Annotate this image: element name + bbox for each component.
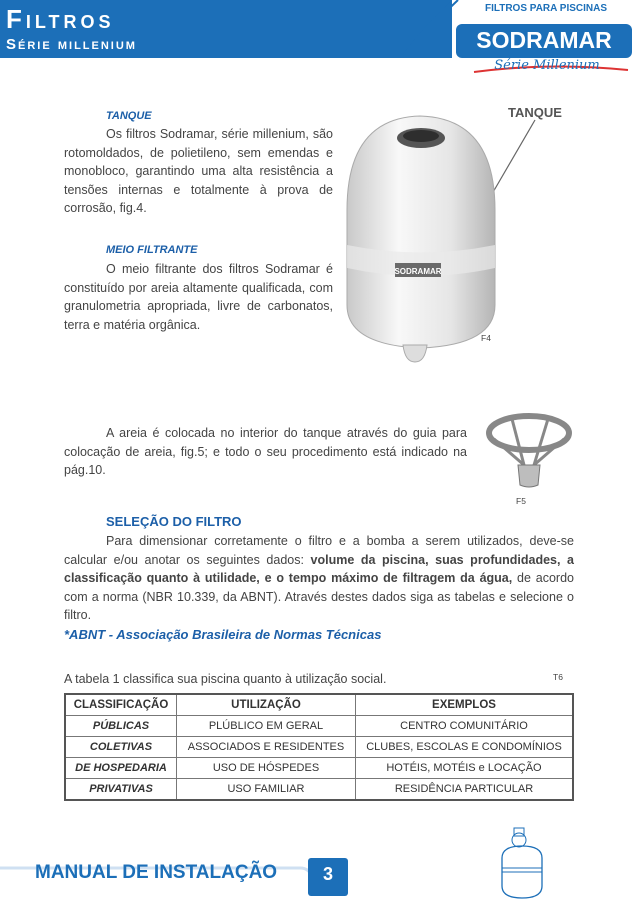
selecao-text-bold: volume da piscina, suas profundidades, a classificação quanto à utilidade, e o tempo máximo de filtragem da água, (64, 552, 574, 586)
abnt-note: *ABNT - Associação Brasileira de Normas Técnicas (64, 627, 382, 642)
table-t6-label: T6 (553, 672, 563, 682)
selecao-text-2: de acordo com a norma (NBR 10.339, da ABNT). Através destes dados siga as tabelas e selecione o filtro. (64, 571, 574, 623)
table-cell: CLUBES, ESCOLAS E CONDOMÍNIOS (356, 737, 574, 758)
table-header: EXEMPLOS (356, 694, 574, 716)
table-row (65, 758, 573, 779)
table-header-row (65, 694, 573, 716)
classification-table (64, 693, 574, 801)
tanque-heading: TANQUE (106, 110, 152, 122)
table-cell: PLÚBLICO EM GERAL (177, 716, 356, 737)
table-row (65, 779, 573, 801)
tanque-text: Os filtros Sodramar, série millenium, são rotomoldados, de polietileno, sem emendas e monobloco, garantindo uma alta resistência a tensões internas e totalmente à prova de corrosão, fig.4. (64, 127, 333, 216)
header-subtitle: Série millenium (6, 36, 137, 53)
selecao-paragraph (64, 532, 574, 625)
figure-f5-label: F5 (516, 496, 526, 506)
table-cell: USO DE HÓSPEDES (177, 758, 356, 779)
selecao-heading: SELEÇÃO DO FILTRO (106, 514, 242, 529)
table-cell: ASSOCIADOS E RESIDENTES (177, 737, 356, 758)
table-cell: DE HOSPEDARIA (65, 758, 177, 779)
areia-text: A areia é colocada no interior do tanque através do guia para colocação de areia, fig.5; e todo o seu procedimento está indicado na pág.10. (64, 426, 467, 478)
table-cell: PRIVATIVAS (65, 779, 177, 801)
page-number: 3 (322, 864, 333, 884)
sand-guide-illustration (484, 407, 574, 491)
table-header: CLASSIFICAÇÃO (65, 694, 177, 716)
tank-badge: SODRAMAR (394, 267, 442, 276)
figure-f4-label: F4 (481, 333, 491, 343)
tanque-figure-caption: TANQUE (508, 105, 562, 120)
footer-title: MANUAL DE INSTALAÇÃO (35, 862, 278, 883)
table-cell: PÚBLICAS (65, 716, 177, 737)
meio-text: O meio filtrante dos filtros Sodramar é constituído por areia altamente qualificada, com granulometria apropriada, livre de carbonatos, terra e matéria orgânica. (64, 262, 333, 332)
tanque-paragraph (64, 125, 333, 218)
table-cell: CENTRO COMUNITÁRIO (356, 716, 574, 737)
brand-tagline: FILTROS PARA PISCINAS (484, 3, 608, 14)
brand-logo-series: Série Millenium (494, 58, 600, 73)
table-cell: COLETIVAS (65, 737, 177, 758)
selecao-text-1: Para dimensionar corretamente o filtro e a bomba a serem utilizados, deve-se calcular e/ou anotar os seguintes dados: (64, 534, 574, 567)
filter-outline-icon (494, 826, 550, 902)
table-cell: HOTÉIS, MOTÉIS e LOCAÇÃO (356, 758, 574, 779)
table-header: UTILIZAÇÃO (177, 694, 356, 716)
brand-logo-name: SODRAMAR (476, 27, 612, 53)
tank-illustration (335, 100, 575, 368)
meio-paragraph (64, 260, 333, 334)
areia-paragraph (64, 424, 467, 480)
table-row (65, 716, 573, 737)
header-title: Filtros (6, 4, 115, 34)
table-row (65, 737, 573, 758)
table-cell: USO FAMILIAR (177, 779, 356, 801)
table-intro: A tabela 1 classifica sua piscina quanto à utilização social. (64, 672, 387, 686)
table-cell: RESIDÊNCIA PARTICULAR (356, 779, 574, 801)
meio-heading: MEIO FILTRANTE (106, 244, 198, 256)
